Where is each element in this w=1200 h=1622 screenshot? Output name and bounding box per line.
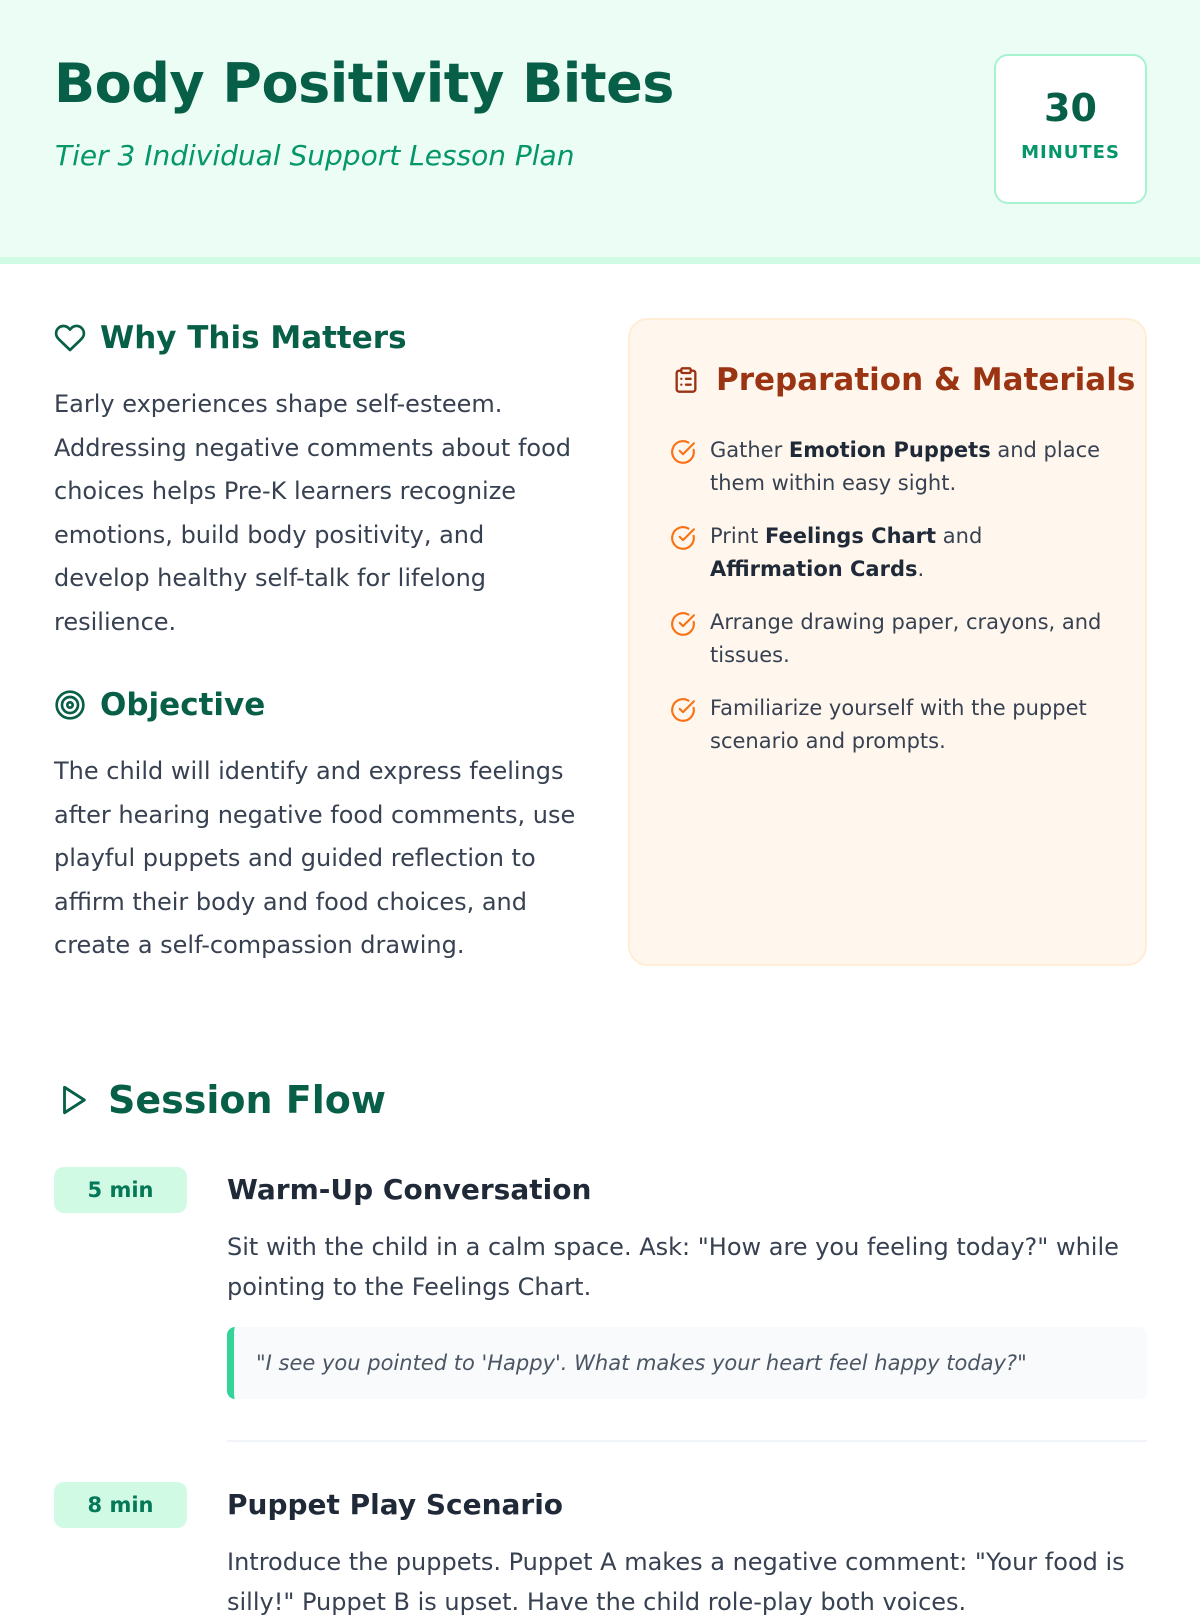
- objective-heading-label: Objective: [100, 687, 266, 723]
- why-text: Early experiences shape self-esteem. Addressing negative comments about food choices helps Pre-K learners recognize emotions, build body positivity, and develop healthy self-talk for lifelong resilience.: [54, 390, 571, 636]
- session-flow-heading: [56, 1078, 386, 1122]
- preparation-item-text: Print Feelings Chart and Affirmation Cards.: [710, 524, 983, 581]
- session-flow-heading-label: Session Flow: [108, 1078, 386, 1122]
- check-circle-icon: [670, 697, 696, 723]
- check-circle-icon: [670, 439, 696, 465]
- step-title: Puppet Play Scenario: [227, 1488, 564, 1521]
- preparation-heading-label: Preparation & Materials: [716, 362, 1136, 398]
- clipboard-icon: [672, 364, 700, 396]
- preparation-item-text: Arrange drawing paper, crayons, and tissues.: [710, 610, 1102, 667]
- step-time-badge: 8 min: [54, 1482, 187, 1528]
- step-quote: "I see you pointed to 'Happy'. What makes your heart feel happy today?": [227, 1327, 1147, 1399]
- target-icon: [54, 689, 86, 721]
- objective-text: The child will identify and express feelings after hearing negative food comments, use playful puppets and guided reflection to affirm their body and food choices, and create a self-compassion drawing.: [54, 757, 576, 959]
- preparation-item: [670, 692, 1110, 758]
- play-icon: [56, 1082, 90, 1118]
- step-divider: [227, 1440, 1147, 1442]
- page-title: Body Positivity Bites: [54, 52, 674, 115]
- check-circle-icon: [670, 611, 696, 637]
- step-time-badge: 5 min: [54, 1167, 187, 1213]
- preparation-item-text: Familiarize yourself with the puppet scenario and prompts.: [710, 696, 1087, 753]
- duration-value: 30: [1044, 86, 1097, 130]
- check-circle-icon: [670, 525, 696, 551]
- header-banner: [0, 0, 1200, 264]
- objective-heading: [54, 687, 265, 723]
- preparation-item: [670, 520, 1110, 586]
- heart-icon: [54, 322, 86, 354]
- duration-label: MINUTES: [1021, 142, 1120, 163]
- why-heading-label: Why This Matters: [100, 320, 407, 356]
- preparation-item-text: Gather Emotion Puppets and place them within easy sight.: [710, 438, 1101, 495]
- step-description: Sit with the child in a calm space. Ask: "How are you feeling today?" while pointing to the Feelings Chart.: [227, 1233, 1119, 1301]
- preparation-item: [670, 434, 1110, 500]
- preparation-list: [670, 434, 1110, 778]
- preparation-item: [670, 606, 1110, 672]
- step-description: Introduce the puppets. Puppet A makes a negative comment: "Your food is silly!" Puppet B is upset. Have the child role-play both voices.: [227, 1548, 1125, 1616]
- step-title: Warm-Up Conversation: [227, 1173, 592, 1206]
- duration-badge: [994, 54, 1147, 204]
- preparation-card: [628, 318, 1147, 966]
- preparation-heading: [672, 362, 1135, 398]
- page-subtitle: Tier 3 Individual Support Lesson Plan: [55, 139, 575, 172]
- why-heading: [54, 320, 407, 356]
